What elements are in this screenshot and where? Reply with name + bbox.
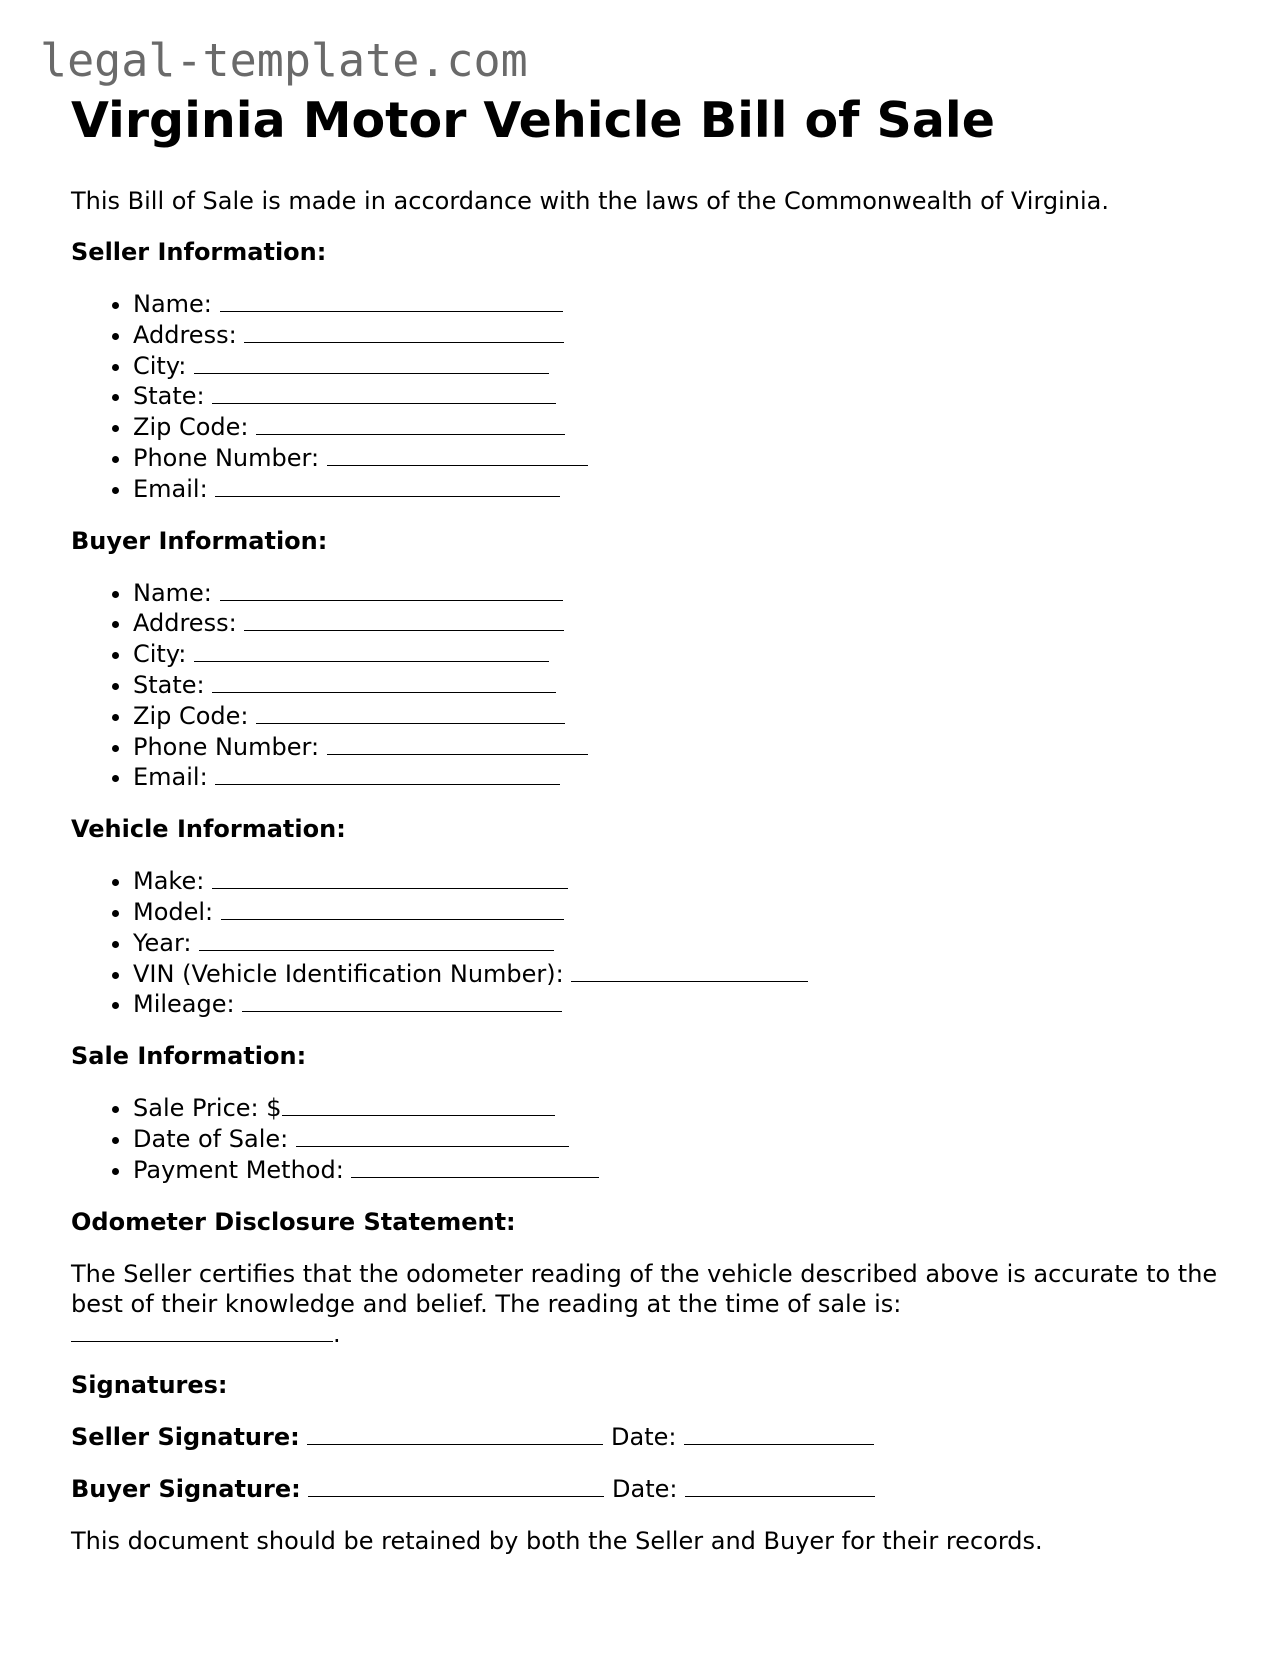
vehicle-vin-item <box>133 959 1221 990</box>
field-label: Sale Price: $ <box>133 1094 282 1123</box>
odometer-heading: Odometer Disclosure Statement: <box>71 1207 516 1236</box>
buyer-state-item <box>133 670 1221 701</box>
intro-text: This Bill of Sale is made in accordance with the laws of the Commonwealth of Virginia. <box>71 187 1109 215</box>
buyer-city-blank[interactable] <box>194 639 549 662</box>
seller-phone-blank[interactable] <box>327 443 588 466</box>
buyer-field-list <box>71 578 1221 794</box>
field-label: Mileage: <box>133 990 235 1019</box>
seller-signature-blank[interactable] <box>307 1422 603 1445</box>
buyer-date-label: Date: <box>612 1474 678 1503</box>
seller-state-blank[interactable] <box>212 381 556 404</box>
buyer-state-blank[interactable] <box>212 670 556 693</box>
seller-name-blank[interactable] <box>220 289 563 312</box>
field-label: Name: <box>133 290 212 318</box>
signatures-heading: Signatures: <box>71 1370 228 1399</box>
buyer-phone-blank[interactable] <box>327 732 588 755</box>
buyer-phone-item <box>133 732 1221 763</box>
watermark-logo: legal-template.com <box>40 34 528 87</box>
odometer-text: The Seller certifies that the odometer reading of the vehicle described above is accurate to the best of their knowledge and belief. The reading at the time of sale is: <box>71 1259 1218 1318</box>
field-label: Payment Method: <box>133 1155 344 1184</box>
vehicle-mileage-blank[interactable] <box>242 989 562 1012</box>
buyer-signature-blank[interactable] <box>308 1474 604 1497</box>
field-label: Name: <box>133 578 212 607</box>
buyer-address-item <box>133 608 1221 639</box>
buyer-name-blank[interactable] <box>220 578 563 601</box>
vehicle-mileage-item <box>133 989 1221 1020</box>
buyer-name-item <box>133 578 1221 609</box>
field-label: Date of Sale: <box>133 1124 289 1153</box>
seller-signature-line <box>71 1422 1221 1452</box>
field-label: Email: <box>133 763 208 792</box>
field-label: VIN (Vehicle Identification Number): <box>133 959 564 988</box>
field-label: Zip Code: <box>133 701 249 730</box>
field-label: State: <box>133 382 205 411</box>
vehicle-year-blank[interactable] <box>199 928 554 951</box>
field-label: Phone Number: <box>133 732 320 761</box>
document-title: Virginia Motor Vehicle Bill of Sale <box>71 92 995 149</box>
field-label: Make: <box>133 867 205 896</box>
field-label: State: <box>133 670 205 699</box>
vehicle-make-item <box>133 866 1221 897</box>
buyer-zip-item <box>133 701 1221 732</box>
field-label: Address: <box>133 609 237 638</box>
seller-zip-blank[interactable] <box>256 412 565 435</box>
buyer-heading: Buyer Information: <box>71 526 328 555</box>
sale-field-list <box>71 1093 1221 1185</box>
vehicle-field-list <box>71 866 1221 1020</box>
seller-address-item <box>133 320 1221 351</box>
seller-signature-label: Seller Signature: <box>71 1422 300 1451</box>
seller-address-blank[interactable] <box>244 320 564 343</box>
sale-heading: Sale Information: <box>71 1042 307 1071</box>
buyer-email-blank[interactable] <box>215 762 560 785</box>
seller-city-blank[interactable] <box>194 351 549 374</box>
seller-city-item <box>133 351 1221 382</box>
field-label: Year: <box>133 928 192 957</box>
field-label: City: <box>133 351 187 380</box>
vehicle-heading: Vehicle Information: <box>71 815 346 844</box>
seller-email-blank[interactable] <box>215 474 560 497</box>
buyer-email-item <box>133 762 1221 793</box>
sale-date-blank[interactable] <box>296 1124 569 1147</box>
sale-date-item <box>133 1124 1221 1155</box>
odometer-statement: The Seller certifies that the odometer reading of the vehicle described above is accurate to the best of their knowledge and belief. The reading at the time of sale is: . <box>71 1259 1218 1348</box>
sale-payment-method-blank[interactable] <box>351 1155 599 1178</box>
seller-email-item <box>133 474 1221 505</box>
vehicle-model-blank[interactable] <box>221 897 564 920</box>
field-label: Address: <box>133 320 237 349</box>
seller-date-blank[interactable] <box>684 1422 874 1445</box>
sale-payment-method-item <box>133 1155 1221 1186</box>
buyer-signature-line <box>71 1474 1221 1504</box>
buyer-date-blank[interactable] <box>685 1474 875 1497</box>
buyer-city-item <box>133 639 1221 670</box>
vehicle-year-item <box>133 928 1221 959</box>
vehicle-model-item <box>133 897 1221 928</box>
odometer-reading-blank[interactable] <box>71 1319 333 1342</box>
seller-heading: Seller Information: <box>71 238 327 266</box>
buyer-address-blank[interactable] <box>244 608 564 631</box>
sale-price-blank[interactable] <box>282 1093 555 1116</box>
buyer-zip-blank[interactable] <box>256 701 565 724</box>
seller-phone-item <box>133 443 1221 474</box>
seller-name-item <box>133 289 1221 320</box>
vehicle-vin-blank[interactable] <box>571 959 808 982</box>
field-label: Model: <box>133 897 214 926</box>
field-label: City: <box>133 640 187 669</box>
seller-date-label: Date: <box>611 1422 677 1451</box>
document-page <box>71 88 1221 1556</box>
buyer-signature-label: Buyer Signature: <box>71 1474 301 1503</box>
seller-zip-item <box>133 412 1221 443</box>
sale-price-item <box>133 1093 1221 1124</box>
vehicle-make-blank[interactable] <box>212 866 568 889</box>
field-label: Email: <box>133 474 208 503</box>
seller-field-list <box>71 289 1221 505</box>
field-label: Phone Number: <box>133 443 320 472</box>
seller-state-item <box>133 381 1221 412</box>
field-label: Zip Code: <box>133 413 249 442</box>
closing-note: This document should be retained by both the Seller and Buyer for their records. <box>71 1526 1043 1555</box>
